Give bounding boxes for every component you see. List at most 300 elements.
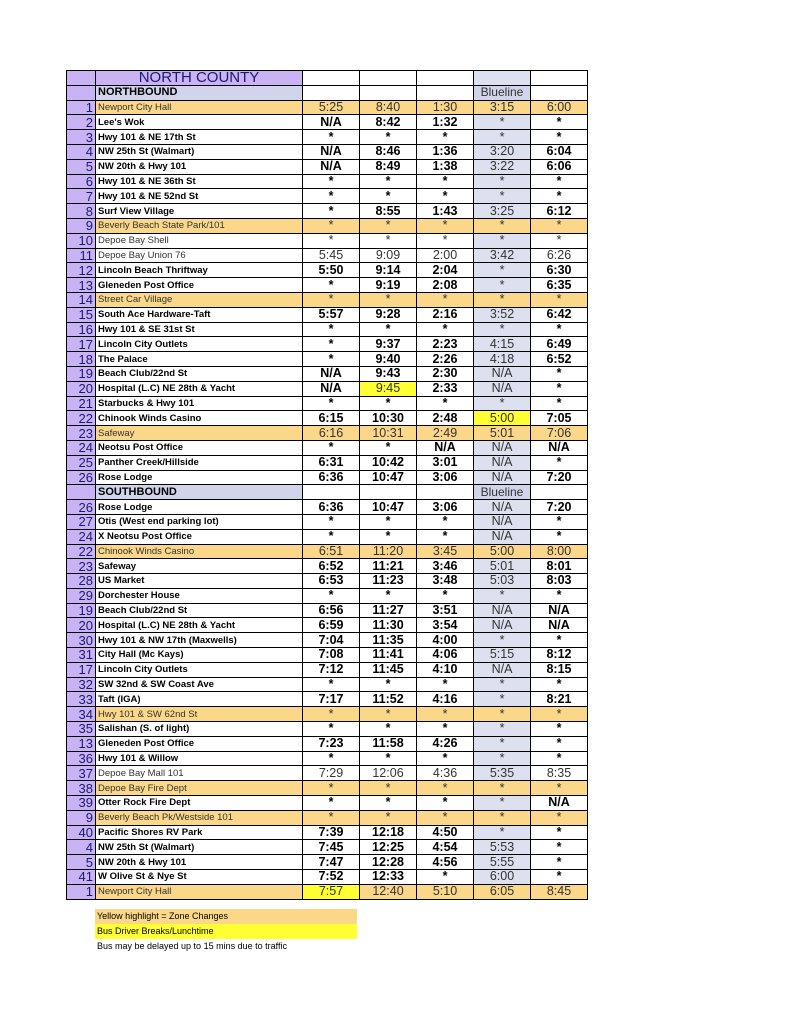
departure-time: N/A bbox=[474, 381, 531, 396]
departure-time: 6:53 bbox=[303, 574, 360, 589]
stop-name: The Palace bbox=[96, 352, 303, 367]
departure-time: * bbox=[474, 292, 531, 307]
departure-time: N/A bbox=[531, 796, 588, 811]
southbound-stop-row bbox=[67, 855, 588, 870]
header-empty-cell bbox=[303, 485, 360, 500]
stop-number: 37 bbox=[67, 766, 96, 781]
departure-time: * bbox=[531, 514, 588, 529]
departure-time: 2:23 bbox=[417, 337, 474, 352]
departure-time: * bbox=[360, 810, 417, 825]
departure-time: * bbox=[360, 781, 417, 796]
departure-time: 7:08 bbox=[303, 648, 360, 663]
stop-number: 3 bbox=[67, 130, 96, 145]
departure-time: 12:25 bbox=[360, 840, 417, 855]
departure-time: * bbox=[531, 381, 588, 396]
departure-time: * bbox=[474, 189, 531, 204]
departure-time: * bbox=[360, 677, 417, 692]
departure-time: 1:38 bbox=[417, 159, 474, 174]
departure-time: 5:53 bbox=[474, 840, 531, 855]
stop-name: Hospital (L.C) NE 28th & Yacht bbox=[96, 618, 303, 633]
southbound-stop-row bbox=[67, 529, 588, 544]
departure-time: * bbox=[474, 322, 531, 337]
departure-time: 8:35 bbox=[531, 766, 588, 781]
stop-name: Hwy 101 & NE 17th St bbox=[96, 130, 303, 145]
stop-number: 39 bbox=[67, 796, 96, 811]
stop-name: Gleneden Post Office bbox=[96, 278, 303, 293]
northbound-stop-row bbox=[67, 292, 588, 307]
departure-time: 12:33 bbox=[360, 870, 417, 885]
stop-name: NW 25th St (Walmart) bbox=[96, 144, 303, 159]
departure-time: * bbox=[303, 337, 360, 352]
departure-time: N/A bbox=[531, 603, 588, 618]
departure-time: * bbox=[531, 588, 588, 603]
departure-time: * bbox=[531, 455, 588, 470]
departure-time: * bbox=[531, 396, 588, 411]
departure-time: * bbox=[303, 396, 360, 411]
departure-time: * bbox=[531, 292, 588, 307]
departure-time: N/A bbox=[417, 440, 474, 455]
stop-name: Rose Lodge bbox=[96, 500, 303, 515]
header-num-cell bbox=[67, 485, 96, 500]
stop-number: 13 bbox=[67, 278, 96, 293]
departure-time: 6:12 bbox=[531, 204, 588, 219]
southbound-stop-row bbox=[67, 514, 588, 529]
departure-time: * bbox=[531, 722, 588, 737]
stop-number: 38 bbox=[67, 781, 96, 796]
departure-time: * bbox=[303, 204, 360, 219]
northbound-stop-row bbox=[67, 470, 588, 485]
departure-time: * bbox=[417, 529, 474, 544]
northbound-stop-row bbox=[67, 396, 588, 411]
departure-time: 7:23 bbox=[303, 736, 360, 751]
departure-time: * bbox=[360, 396, 417, 411]
departure-time: * bbox=[417, 810, 474, 825]
departure-time: 6:52 bbox=[531, 352, 588, 367]
southbound-stop-row bbox=[67, 633, 588, 648]
header-empty-cell bbox=[303, 71, 360, 86]
stop-name: Hwy 101 & SE 31st St bbox=[96, 322, 303, 337]
departure-time: 12:06 bbox=[360, 766, 417, 781]
departure-time: 3:46 bbox=[417, 559, 474, 574]
departure-time: * bbox=[474, 278, 531, 293]
stop-name: Beach Club/22nd St bbox=[96, 603, 303, 618]
departure-time: 8:00 bbox=[531, 544, 588, 559]
departure-time: 11:20 bbox=[360, 544, 417, 559]
departure-time: * bbox=[417, 707, 474, 722]
southbound-stop-row bbox=[67, 559, 588, 574]
departure-time: 8:55 bbox=[360, 204, 417, 219]
southbound-stop-row bbox=[67, 870, 588, 885]
header-empty-cell bbox=[417, 485, 474, 500]
departure-time: 3:01 bbox=[417, 455, 474, 470]
departure-time: 5:03 bbox=[474, 574, 531, 589]
departure-time: 5:50 bbox=[303, 263, 360, 278]
departure-time: * bbox=[531, 810, 588, 825]
departure-time: * bbox=[360, 233, 417, 248]
departure-time: * bbox=[531, 529, 588, 544]
southbound-stop-row bbox=[67, 692, 588, 707]
stop-number: 11 bbox=[67, 248, 96, 263]
departure-time: 11:35 bbox=[360, 633, 417, 648]
departure-time: * bbox=[303, 751, 360, 766]
stop-name: Lee's Wok bbox=[96, 115, 303, 130]
stop-name: Beverly Beach Pk/Westside 101 bbox=[96, 810, 303, 825]
departure-time: * bbox=[474, 781, 531, 796]
departure-time: * bbox=[417, 781, 474, 796]
title-row bbox=[67, 71, 588, 86]
departure-time: 8:15 bbox=[531, 662, 588, 677]
departure-time: N/A bbox=[474, 618, 531, 633]
northbound-stop-row bbox=[67, 263, 588, 278]
northbound-stop-row bbox=[67, 218, 588, 233]
departure-time: * bbox=[531, 840, 588, 855]
departure-time: 7:57 bbox=[303, 884, 360, 899]
departure-time: 3:25 bbox=[474, 204, 531, 219]
departure-time: 4:50 bbox=[417, 825, 474, 840]
departure-time: 8:40 bbox=[360, 100, 417, 115]
departure-time: N/A bbox=[474, 455, 531, 470]
stop-number: 4 bbox=[67, 840, 96, 855]
southbound-stop-row bbox=[67, 618, 588, 633]
stop-name: Depoe Bay Union 76 bbox=[96, 248, 303, 263]
stop-number: 17 bbox=[67, 337, 96, 352]
departure-time: * bbox=[417, 174, 474, 189]
northbound-header-label: NORTHBOUND bbox=[96, 85, 303, 100]
stop-number: 29 bbox=[67, 588, 96, 603]
departure-time: 1:36 bbox=[417, 144, 474, 159]
stop-number: 22 bbox=[67, 411, 96, 426]
departure-time: * bbox=[531, 366, 588, 381]
southbound-stop-row bbox=[67, 677, 588, 692]
stop-number: 19 bbox=[67, 603, 96, 618]
stop-number: 18 bbox=[67, 352, 96, 367]
departure-time: * bbox=[474, 130, 531, 145]
stop-number: 5 bbox=[67, 159, 96, 174]
departure-time: 8:21 bbox=[531, 692, 588, 707]
departure-time: 3:48 bbox=[417, 574, 474, 589]
stop-name: Pacific Shores RV Park bbox=[96, 825, 303, 840]
header-empty-cell bbox=[531, 85, 588, 100]
departure-time: * bbox=[360, 796, 417, 811]
northbound-stop-row bbox=[67, 366, 588, 381]
departure-time: 2:08 bbox=[417, 278, 474, 293]
departure-time: 12:40 bbox=[360, 884, 417, 899]
departure-time: 6:36 bbox=[303, 500, 360, 515]
stop-name: Starbucks & Hwy 101 bbox=[96, 396, 303, 411]
stop-number: 25 bbox=[67, 455, 96, 470]
departure-time: * bbox=[474, 810, 531, 825]
departure-time: 2:04 bbox=[417, 263, 474, 278]
northbound-stop-row bbox=[67, 115, 588, 130]
northbound-stop-row bbox=[67, 233, 588, 248]
stop-name: Chinook Winds Casino bbox=[96, 411, 303, 426]
departure-time: 3:42 bbox=[474, 248, 531, 263]
southbound-stop-row bbox=[67, 707, 588, 722]
note-zone-changes: Yellow highlight = Zone Changes bbox=[95, 909, 357, 924]
departure-time: * bbox=[531, 174, 588, 189]
departure-time: 7:20 bbox=[531, 500, 588, 515]
departure-time: * bbox=[417, 796, 474, 811]
stop-name: Lincoln Beach Thriftway bbox=[96, 263, 303, 278]
northbound-header bbox=[67, 85, 588, 100]
departure-time: 1:32 bbox=[417, 115, 474, 130]
northbound-stop-row bbox=[67, 130, 588, 145]
stop-number: 33 bbox=[67, 692, 96, 707]
note-delay: Bus may be delayed up to 15 mins due to traffic bbox=[97, 941, 287, 951]
stop-number: 4 bbox=[67, 144, 96, 159]
stop-name: NW 20th & Hwy 101 bbox=[96, 159, 303, 174]
departure-time: * bbox=[417, 870, 474, 885]
southbound-stop-row bbox=[67, 766, 588, 781]
departure-time: 2:49 bbox=[417, 426, 474, 441]
departure-time: * bbox=[303, 722, 360, 737]
stop-number: 10 bbox=[67, 233, 96, 248]
stop-number: 24 bbox=[67, 529, 96, 544]
departure-time: 3:45 bbox=[417, 544, 474, 559]
departure-time: 10:30 bbox=[360, 411, 417, 426]
stop-name: NW 25th St (Walmart) bbox=[96, 840, 303, 855]
stop-number: 28 bbox=[67, 574, 96, 589]
southbound-stop-row bbox=[67, 825, 588, 840]
southbound-stop-row bbox=[67, 884, 588, 899]
header-empty-cell bbox=[531, 485, 588, 500]
departure-time: * bbox=[531, 781, 588, 796]
departure-time: 2:26 bbox=[417, 352, 474, 367]
departure-time: 9:19 bbox=[360, 278, 417, 293]
departure-time: 5:25 bbox=[303, 100, 360, 115]
departure-time: 6:42 bbox=[531, 307, 588, 322]
departure-time: 4:15 bbox=[474, 337, 531, 352]
departure-time: N/A bbox=[474, 529, 531, 544]
departure-time: * bbox=[417, 218, 474, 233]
departure-time: * bbox=[474, 233, 531, 248]
stop-name: South Ace Hardware-Taft bbox=[96, 307, 303, 322]
northbound-stop-row bbox=[67, 440, 588, 455]
header-empty-cell bbox=[360, 71, 417, 86]
departure-time: 5:01 bbox=[474, 426, 531, 441]
departure-time: 11:21 bbox=[360, 559, 417, 574]
departure-time: N/A bbox=[474, 603, 531, 618]
departure-time: * bbox=[360, 514, 417, 529]
departure-time: * bbox=[303, 588, 360, 603]
southbound-stop-row bbox=[67, 781, 588, 796]
departure-time: * bbox=[303, 218, 360, 233]
departure-time: 4:06 bbox=[417, 648, 474, 663]
departure-time: 8:42 bbox=[360, 115, 417, 130]
departure-time: 3:52 bbox=[474, 307, 531, 322]
stop-number: 6 bbox=[67, 174, 96, 189]
departure-time: * bbox=[303, 278, 360, 293]
departure-time: * bbox=[303, 440, 360, 455]
departure-time: * bbox=[360, 529, 417, 544]
note-driver-breaks: Bus Driver Breaks/Lunchtime bbox=[95, 924, 357, 939]
departure-time: 1:30 bbox=[417, 100, 474, 115]
departure-time: * bbox=[360, 322, 417, 337]
northbound-stop-row bbox=[67, 144, 588, 159]
departure-time: 6:15 bbox=[303, 411, 360, 426]
departure-time: * bbox=[303, 529, 360, 544]
departure-time: 6:26 bbox=[531, 248, 588, 263]
stop-name: NW 20th & Hwy 101 bbox=[96, 855, 303, 870]
northbound-stop-row bbox=[67, 352, 588, 367]
departure-time: 12:28 bbox=[360, 855, 417, 870]
departure-time: 9:45 bbox=[360, 381, 417, 396]
departure-time: 7:06 bbox=[531, 426, 588, 441]
departure-time: * bbox=[531, 218, 588, 233]
departure-time: * bbox=[360, 707, 417, 722]
stop-name: Newport City Hall bbox=[96, 100, 303, 115]
stop-name: Depoe Bay Mall 101 bbox=[96, 766, 303, 781]
departure-time: 4:56 bbox=[417, 855, 474, 870]
stop-name: Neotsu Post Office bbox=[96, 440, 303, 455]
departure-time: 9:14 bbox=[360, 263, 417, 278]
departure-time: * bbox=[474, 796, 531, 811]
stop-number: 23 bbox=[67, 426, 96, 441]
stop-number: 20 bbox=[67, 381, 96, 396]
departure-time: * bbox=[417, 130, 474, 145]
stop-number: 2 bbox=[67, 115, 96, 130]
departure-time: 10:47 bbox=[360, 500, 417, 515]
blueline-label: Blueline bbox=[474, 485, 531, 500]
southbound-stop-row bbox=[67, 810, 588, 825]
southbound-stop-row bbox=[67, 751, 588, 766]
header-num-cell bbox=[67, 71, 96, 86]
departure-time: * bbox=[531, 677, 588, 692]
header-empty-cell bbox=[531, 71, 588, 86]
stop-name: Depoe Bay Shell bbox=[96, 233, 303, 248]
departure-time: 9:09 bbox=[360, 248, 417, 263]
departure-time: N/A bbox=[531, 618, 588, 633]
departure-time: * bbox=[417, 396, 474, 411]
departure-time: * bbox=[360, 292, 417, 307]
stop-number: 32 bbox=[67, 677, 96, 692]
departure-time: N/A bbox=[474, 366, 531, 381]
departure-time: * bbox=[303, 174, 360, 189]
southbound-stop-row bbox=[67, 544, 588, 559]
stop-number: 36 bbox=[67, 751, 96, 766]
departure-time: 6:56 bbox=[303, 603, 360, 618]
departure-time: 5:00 bbox=[474, 544, 531, 559]
departure-time: 1:43 bbox=[417, 204, 474, 219]
stop-number: 13 bbox=[67, 736, 96, 751]
schedule-body bbox=[67, 71, 588, 900]
departure-time: 3:20 bbox=[474, 144, 531, 159]
stop-number: 16 bbox=[67, 322, 96, 337]
stop-name: Hospital (L.C) NE 28th & Yacht bbox=[96, 381, 303, 396]
title-row-label: NORTH COUNTY bbox=[96, 71, 303, 86]
departure-time: 9:40 bbox=[360, 352, 417, 367]
departure-time: * bbox=[531, 189, 588, 204]
stop-number: 7 bbox=[67, 189, 96, 204]
stop-name: US Market bbox=[96, 574, 303, 589]
stop-name: Lincoln City Outlets bbox=[96, 337, 303, 352]
departure-time: 11:30 bbox=[360, 618, 417, 633]
departure-time: * bbox=[531, 130, 588, 145]
departure-time: 9:43 bbox=[360, 366, 417, 381]
stop-number: 30 bbox=[67, 633, 96, 648]
departure-time: N/A bbox=[303, 115, 360, 130]
departure-time: 7:39 bbox=[303, 825, 360, 840]
northbound-stop-row bbox=[67, 322, 588, 337]
departure-time: * bbox=[303, 707, 360, 722]
stop-name: Street Car Village bbox=[96, 292, 303, 307]
departure-time: 5:01 bbox=[474, 559, 531, 574]
departure-time: 2:33 bbox=[417, 381, 474, 396]
stop-number: 14 bbox=[67, 292, 96, 307]
departure-time: 2:00 bbox=[417, 248, 474, 263]
southbound-header bbox=[67, 485, 588, 500]
departure-time: 5:45 bbox=[303, 248, 360, 263]
departure-time: * bbox=[417, 588, 474, 603]
departure-time: * bbox=[417, 292, 474, 307]
departure-time: * bbox=[417, 233, 474, 248]
stop-number: 31 bbox=[67, 648, 96, 663]
departure-time: 5:10 bbox=[417, 884, 474, 899]
stop-number: 9 bbox=[67, 810, 96, 825]
departure-time: N/A bbox=[474, 440, 531, 455]
northbound-stop-row bbox=[67, 278, 588, 293]
stop-number: 35 bbox=[67, 722, 96, 737]
departure-time: * bbox=[417, 322, 474, 337]
departure-time: * bbox=[474, 588, 531, 603]
southbound-stop-row bbox=[67, 662, 588, 677]
departure-time: 12:18 bbox=[360, 825, 417, 840]
departure-time: 11:58 bbox=[360, 736, 417, 751]
departure-time: 11:27 bbox=[360, 603, 417, 618]
stop-name: Hwy 101 & Willow bbox=[96, 751, 303, 766]
departure-time: 4:54 bbox=[417, 840, 474, 855]
departure-time: * bbox=[474, 218, 531, 233]
departure-time: * bbox=[531, 707, 588, 722]
departure-time: 6:31 bbox=[303, 455, 360, 470]
stop-number: 22 bbox=[67, 544, 96, 559]
header-empty-cell bbox=[417, 85, 474, 100]
stop-number: 26 bbox=[67, 470, 96, 485]
stop-number: 1 bbox=[67, 100, 96, 115]
legend-notes bbox=[95, 909, 357, 954]
stop-number: 24 bbox=[67, 440, 96, 455]
stop-number: 41 bbox=[67, 870, 96, 885]
southbound-stop-row bbox=[67, 840, 588, 855]
departure-time: * bbox=[360, 588, 417, 603]
departure-time: N/A bbox=[474, 470, 531, 485]
departure-time: N/A bbox=[474, 514, 531, 529]
stop-name: W Olive St & Nye St bbox=[96, 870, 303, 885]
header-empty-cell bbox=[360, 85, 417, 100]
northbound-stop-row bbox=[67, 189, 588, 204]
departure-time: 4:00 bbox=[417, 633, 474, 648]
stop-name: Hwy 101 & SW 62nd St bbox=[96, 707, 303, 722]
departure-time: * bbox=[474, 115, 531, 130]
departure-time: * bbox=[474, 707, 531, 722]
departure-time: 7:20 bbox=[531, 470, 588, 485]
departure-time: 6:51 bbox=[303, 544, 360, 559]
departure-time: N/A bbox=[531, 440, 588, 455]
northbound-stop-row bbox=[67, 100, 588, 115]
departure-time: * bbox=[531, 233, 588, 248]
departure-time: * bbox=[474, 633, 531, 648]
northbound-stop-row bbox=[67, 174, 588, 189]
stop-number: 34 bbox=[67, 707, 96, 722]
departure-time: * bbox=[417, 514, 474, 529]
stop-name: Panther Creek/Hillside bbox=[96, 455, 303, 470]
southbound-stop-row bbox=[67, 588, 588, 603]
departure-time: * bbox=[303, 781, 360, 796]
departure-time: 6:00 bbox=[531, 100, 588, 115]
departure-time: 7:45 bbox=[303, 840, 360, 855]
stop-name: Safeway bbox=[96, 426, 303, 441]
departure-time: * bbox=[474, 174, 531, 189]
